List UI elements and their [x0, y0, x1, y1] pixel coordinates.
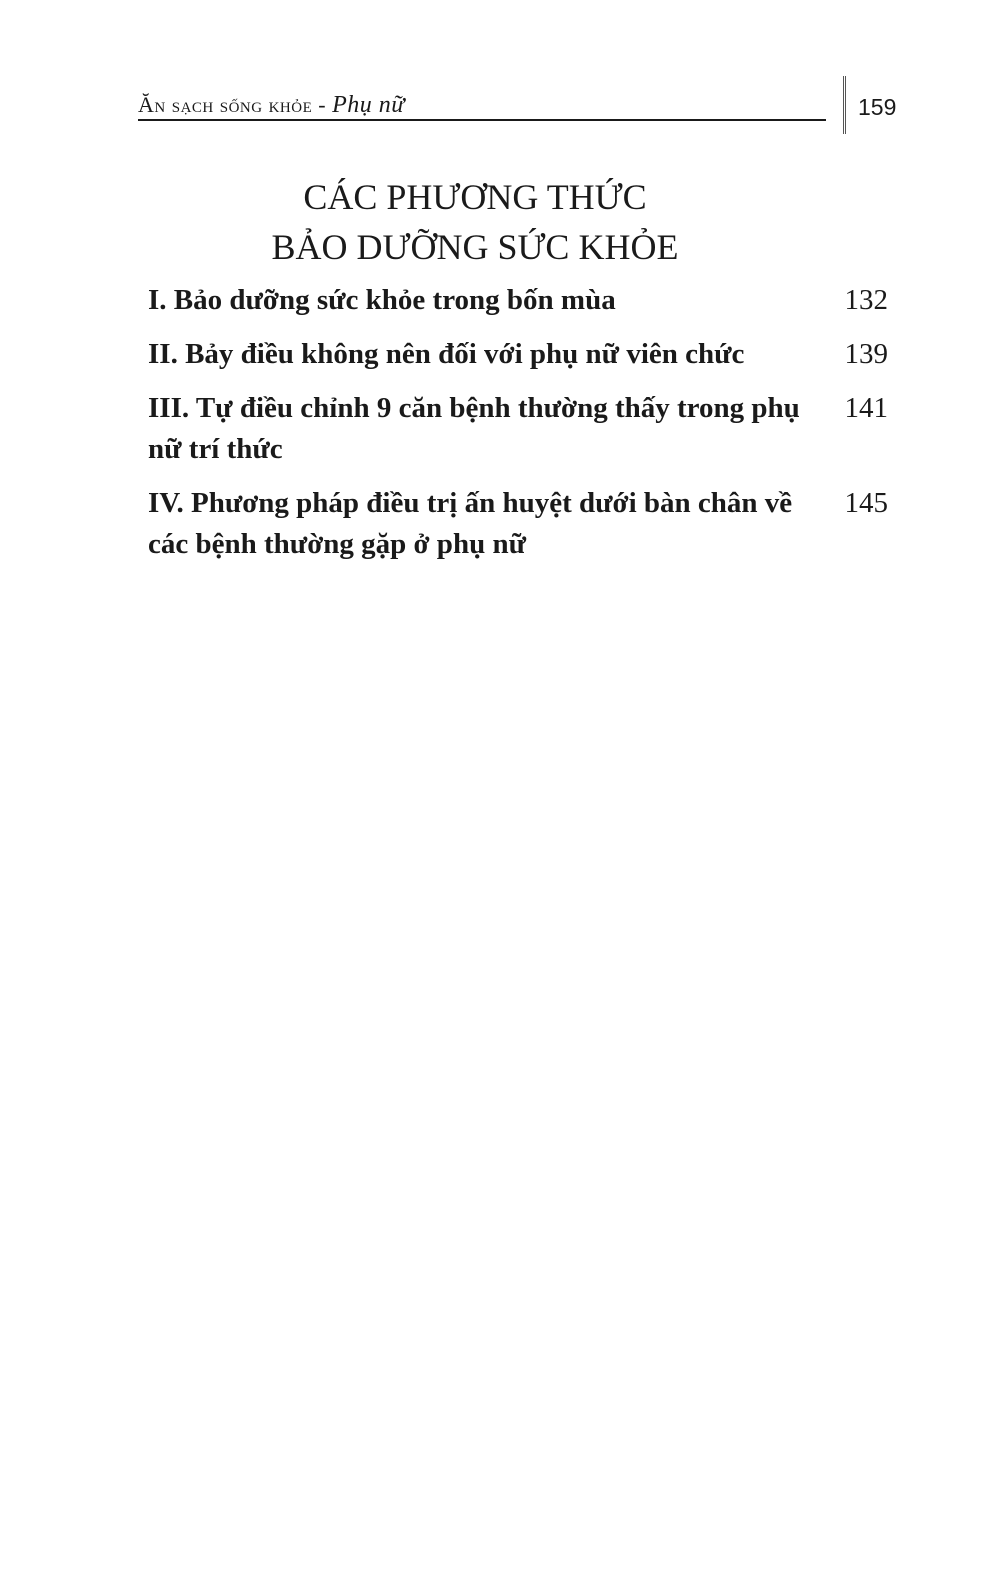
- header-vertical-rule: [843, 76, 846, 134]
- section-title-line-1: CÁC PHƯƠNG THỨC: [303, 177, 647, 217]
- book-title-main: Ăn sạch sống khỏe: [138, 92, 313, 117]
- toc-entry-1: [148, 280, 888, 321]
- toc-entry-page: 141: [844, 392, 888, 424]
- toc-entry-page: 139: [844, 338, 888, 370]
- toc-entry-page: 145: [844, 487, 888, 519]
- header-rule: [138, 119, 826, 121]
- book-subtitle: Phụ nữ: [332, 92, 405, 118]
- toc-entry-4: [148, 483, 888, 565]
- toc-entry-2: [148, 334, 888, 375]
- toc-entry-text: I. Bảo dưỡng sức khỏe trong bốn mùa: [148, 284, 616, 316]
- book-title: [138, 92, 405, 119]
- page-number: 159: [858, 94, 897, 120]
- toc-entry-text: IV. Phương pháp điều trị ấn huyệt dưới bàn chân về các bệnh thường gặp ở phụ nữ: [148, 487, 793, 560]
- table-of-contents: [148, 280, 888, 578]
- section-title-line-2: BẢO DƯỠNG SỨC KHỎE: [271, 227, 679, 267]
- toc-entry-text: III. Tự điều chỉnh 9 căn bệnh thường thấy trong phụ nữ trí thức: [148, 392, 800, 465]
- section-title: [150, 172, 800, 272]
- toc-entry-text: II. Bảy điều không nên đối với phụ nữ viên chức: [148, 338, 745, 370]
- title-separator: -: [318, 92, 327, 117]
- running-header: [138, 88, 897, 138]
- toc-entry-3: [148, 388, 888, 470]
- toc-entry-page: 132: [844, 284, 888, 316]
